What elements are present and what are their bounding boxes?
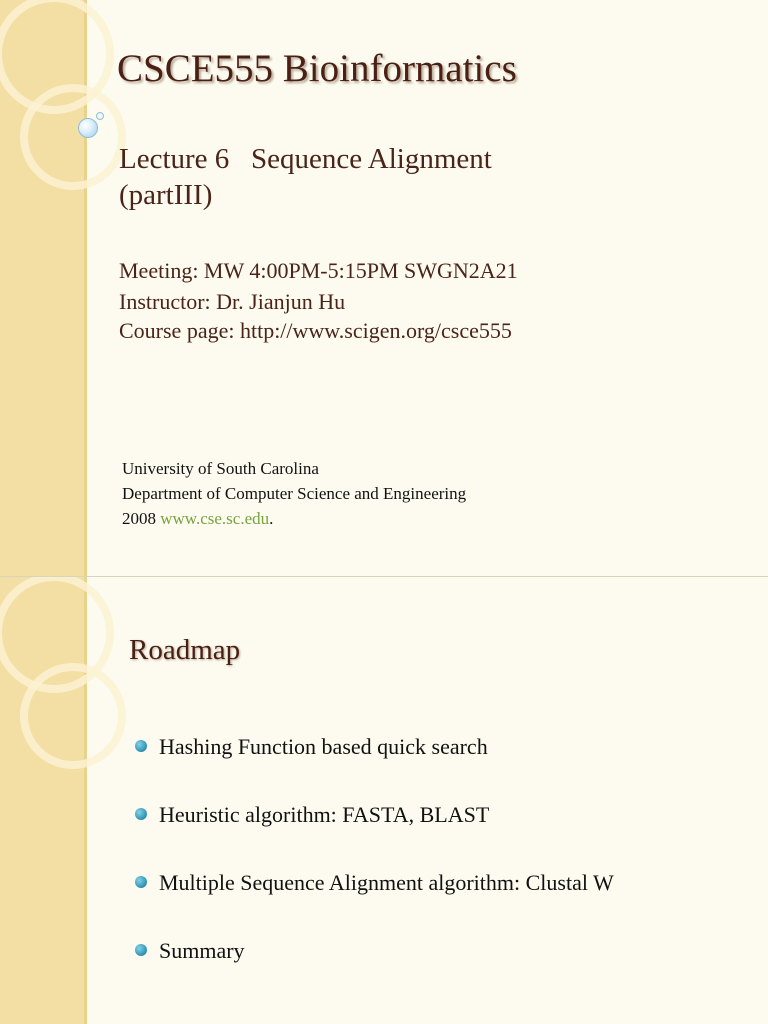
roadmap-bullet-list [135,730,614,1002]
bullet-item [135,866,614,934]
bullet-item [135,798,614,866]
department-name: Department of Computer Science and Engineering [122,484,467,503]
bullet-text: Summary [159,938,245,963]
lecture-line-1: Lecture 6 Sequence Alignment [119,143,492,175]
course-page-info: Course page: http://www.scigen.org/csce555 [119,318,512,343]
bullet-dot-icon [135,876,147,888]
bullet-dot-icon [135,944,147,956]
bubble-icon [78,118,98,138]
bullet-item [135,934,614,1002]
roadmap-title: Roadmap [129,634,241,666]
university-block [122,456,466,531]
decorative-ring-icon [20,84,126,190]
bullet-item [135,730,614,798]
meeting-info: Meeting: MW 4:00PM-5:15PM SWGN2A21 [119,258,518,283]
bubble-icon [96,112,104,120]
lecture-subtitle [119,141,492,213]
slide-2 [0,577,768,1024]
bullet-dot-icon [135,808,147,820]
site-link[interactable]: www.cse.sc.edu [160,509,270,528]
site-suffix: . [269,509,274,528]
instructor-info: Instructor: Dr. Jianjun Hu [119,289,346,314]
decorative-ring-icon [20,663,126,769]
year-text: 2008 [122,509,161,528]
bullet-text: Multiple Sequence Alignment algorithm: Clustal W [159,870,614,895]
lecture-line-2: (partIII) [119,179,213,211]
year-line [122,506,466,531]
slide-title: CSCE555 Bioinformatics [117,47,517,90]
bullet-text: Hashing Function based quick search [159,734,488,759]
university-name: University of South Carolina [122,459,319,478]
bullet-dot-icon [135,740,147,752]
course-meta [119,287,512,345]
bullet-text: Heuristic algorithm: FASTA, BLAST [159,802,490,827]
